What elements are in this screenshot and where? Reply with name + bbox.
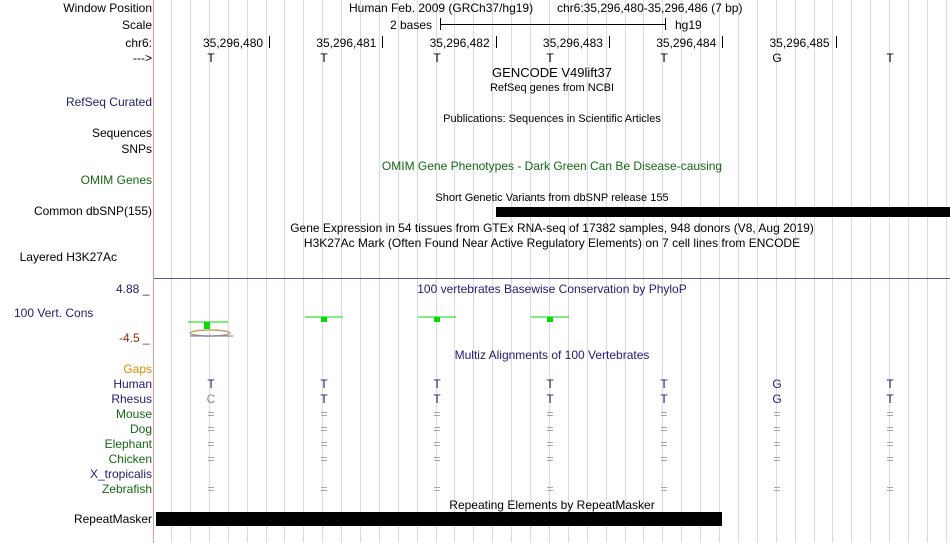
alignment-base: =	[886, 482, 894, 496]
alignment-base: =	[773, 437, 781, 451]
cons-min-value: -4.5 _	[119, 331, 150, 345]
repeatmasker-label[interactable]: RepeatMasker	[73, 512, 152, 526]
alignment-base: =	[320, 437, 328, 451]
conservation-label[interactable]: 100 Vert. Cons	[14, 306, 94, 320]
alignment-base: T	[433, 377, 441, 391]
cons-max-value: 4.88 _	[116, 282, 150, 296]
coordinate-label: 35,296,485	[769, 36, 830, 50]
reference-base: T	[546, 51, 554, 65]
multiz-track-title: Multiz Alignments of 100 Vertebrates	[454, 348, 650, 362]
species-label[interactable]: X_tropicalis	[89, 467, 152, 481]
alignment-base: =	[660, 422, 668, 436]
alignment-base: =	[773, 422, 781, 436]
alignment-base: =	[660, 452, 668, 466]
strand-label: --->	[133, 51, 152, 65]
reference-base: T	[207, 51, 215, 65]
scale-db: hg19	[675, 18, 702, 32]
species-label[interactable]: Elephant	[104, 437, 152, 451]
alignment-base: =	[773, 452, 781, 466]
dbsnp-label[interactable]: Common dbSNP(155)	[33, 204, 152, 218]
alignment-base: =	[433, 437, 441, 451]
alignment-base: =	[320, 482, 328, 496]
omim-genes-label[interactable]: OMIM Genes	[80, 173, 152, 187]
sequences-label[interactable]: Sequences	[91, 126, 152, 140]
alignment-base: =	[207, 482, 215, 496]
alignment-base: G	[772, 392, 782, 406]
coordinate-label: 35,296,483	[542, 36, 603, 50]
alignment-base: =	[546, 452, 554, 466]
alignment-base: T	[660, 392, 668, 406]
conservation-track-title: 100 vertebrates Basewise Conservation by PhyloP	[417, 282, 687, 296]
species-label[interactable]: Zebrafish	[101, 482, 152, 496]
window-position-label: Window Position	[63, 1, 152, 15]
scale-label: Scale	[121, 18, 152, 32]
refseq-curated-label[interactable]: RefSeq Curated	[65, 95, 152, 109]
h3k27ac-track-title: H3K27Ac Mark (Often Found Near Active Regulatory Elements) on 7 cell lines from ENCODE	[303, 236, 801, 250]
gtex-track-title: Gene Expression in 54 tissues from GTEx RNA-seq of 17382 samples, 948 donors (V8, Aug 2019)	[290, 221, 814, 235]
reference-base: T	[433, 51, 441, 65]
alignment-base: T	[320, 377, 328, 391]
alignment-base: =	[886, 437, 894, 451]
alignment-base: =	[886, 407, 894, 421]
position-readout[interactable]: chr6:35,296,480-35,296,486 (7 bp)	[557, 1, 743, 15]
chrom-label: chr6:	[125, 36, 152, 50]
gaps-label[interactable]: Gaps	[123, 362, 152, 376]
conservation-bar	[204, 322, 210, 329]
alignment-base: =	[660, 482, 668, 496]
alignment-base: =	[320, 407, 328, 421]
alignment-base: =	[207, 452, 215, 466]
reference-base: T	[660, 51, 668, 65]
alignment-base: T	[207, 377, 215, 391]
alignment-base: =	[433, 422, 441, 436]
coordinate-label: 35,296,482	[429, 36, 490, 50]
conservation-oval	[190, 330, 230, 336]
coordinate-label: 35,296,484	[656, 36, 717, 50]
coordinate-label: 35,296,481	[316, 36, 377, 50]
alignment-base: =	[433, 452, 441, 466]
assembly-name: Human Feb. 2009 (GRCh37/hg19)	[349, 1, 534, 15]
alignment-base: =	[433, 482, 441, 496]
species-label[interactable]: Human	[113, 377, 152, 391]
alignment-base: =	[886, 452, 894, 466]
alignment-base: =	[546, 407, 554, 421]
repeatmasker-track-title: Repeating Elements by RepeatMasker	[449, 498, 655, 512]
alignment-base: =	[546, 437, 554, 451]
alignment-base: T	[546, 392, 554, 406]
alignment-base: C	[206, 392, 216, 406]
reference-base: G	[772, 51, 782, 65]
reference-base: T	[886, 51, 894, 65]
reference-base: T	[320, 51, 328, 65]
alignment-base: =	[546, 482, 554, 496]
conservation-bar	[321, 317, 327, 322]
species-label[interactable]: Dog	[129, 422, 152, 436]
alignment-base: G	[772, 377, 782, 391]
alignment-base: =	[660, 437, 668, 451]
omim-track-title: OMIM Gene Phenotypes - Dark Green Can Be Disease-causing	[381, 159, 723, 173]
species-label[interactable]: Mouse	[115, 407, 152, 421]
alignment-base: =	[886, 422, 894, 436]
alignment-base: =	[773, 482, 781, 496]
alignment-base: T	[660, 377, 668, 391]
alignment-base: =	[320, 422, 328, 436]
gencode-track-title[interactable]: GENCODE V49lift37	[492, 65, 612, 80]
conservation-bar	[547, 317, 553, 322]
snps-label[interactable]: SNPs	[121, 142, 152, 156]
conservation-bar	[434, 317, 440, 322]
alignment-base: T	[886, 392, 894, 406]
alignment-base: =	[320, 452, 328, 466]
alignment-base: =	[207, 422, 215, 436]
alignment-base: T	[433, 392, 441, 406]
repeatmasker-element-bar[interactable]	[156, 512, 722, 526]
alignment-base: =	[546, 422, 554, 436]
alignment-base: T	[546, 377, 554, 391]
scale-text: 2 bases	[390, 18, 433, 32]
alignment-base: T	[320, 392, 328, 406]
coordinate-label: 35,296,480	[203, 36, 264, 50]
dbsnp-track-title: Short Genetic Variants from dbSNP release 155	[435, 192, 669, 204]
h3k27ac-label[interactable]: Layered H3K27Ac	[19, 250, 117, 264]
species-label[interactable]: Rhesus	[111, 392, 152, 406]
alignment-base: =	[660, 407, 668, 421]
refseq-track-title: RefSeq genes from NCBI	[489, 82, 615, 94]
alignment-base: =	[773, 407, 781, 421]
alignment-base: =	[207, 407, 215, 421]
alignment-base: =	[433, 407, 441, 421]
species-label[interactable]: Chicken	[108, 452, 152, 466]
publications-track-title: Publications: Sequences in Scientific Articles	[443, 113, 661, 125]
alignment-base: T	[886, 377, 894, 391]
alignment-base: =	[207, 437, 215, 451]
